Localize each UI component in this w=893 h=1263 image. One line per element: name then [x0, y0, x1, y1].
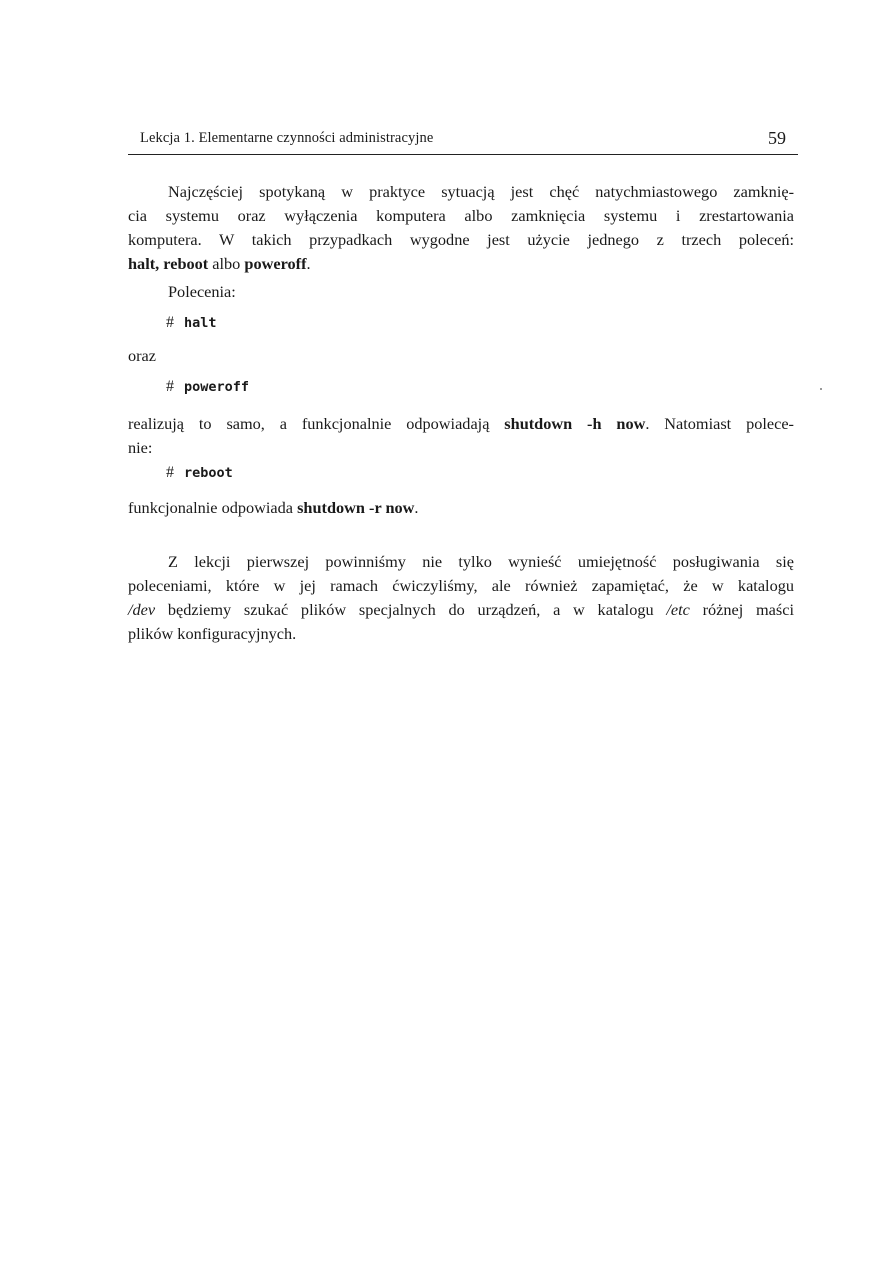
cmd-reboot-bold: reboot	[163, 254, 209, 273]
shutdown-r-now: shutdown -r now	[297, 498, 415, 517]
period: .	[306, 254, 311, 273]
prompt-symbol: #	[166, 314, 174, 331]
paragraph-text: . Natomiast polece-	[645, 414, 794, 433]
paragraph-line	[128, 598, 794, 622]
command-halt	[166, 314, 217, 332]
paragraph-text: różnej maści	[689, 600, 794, 619]
separator: ,	[155, 254, 164, 273]
paragraph-line: cia systemu oraz wyłączenia komputera albo zamknięcia systemu i zrestartowania	[128, 206, 794, 225]
cmd-halt-bold: halt	[128, 254, 156, 273]
page-header	[128, 128, 798, 155]
command-poweroff-text: poweroff	[184, 379, 250, 395]
shutdown-h-now: shutdown -h now	[504, 414, 646, 433]
polecenia-label: Polecenia:	[168, 282, 236, 301]
command-reboot	[166, 464, 233, 482]
summary-paragraph	[128, 550, 794, 646]
command-halt-text: halt	[184, 315, 217, 331]
reboot-equivalence-line	[128, 498, 419, 518]
margin-mark	[820, 388, 822, 390]
dir-dev: /dev	[128, 600, 156, 619]
running-title: Lekcja 1. Elementarne czynności administracyjne	[140, 130, 434, 146]
paragraph-line: nie:	[128, 438, 153, 457]
prompt-symbol: #	[166, 378, 174, 395]
cmd-poweroff-bold: poweroff	[244, 254, 307, 273]
dir-etc: /etc	[666, 600, 690, 619]
paragraph-line: plików konfiguracyjnych.	[128, 624, 297, 643]
paragraph-text: będziemy szukać plików specjalnych do urządzeń, a w katalogu	[155, 600, 667, 619]
paragraph-line-commands	[128, 252, 794, 276]
paragraph-line: komputera. W takich przypadkach wygodne jest użycie jednego z trzech poleceń:	[128, 230, 794, 249]
intro-paragraph	[128, 180, 794, 276]
paragraph-line: Z lekcji pierwszej powinniśmy nie tylko wynieść umiejętność posługiwania się	[168, 552, 794, 571]
prompt-symbol: #	[166, 464, 174, 481]
oraz-label: oraz	[128, 346, 157, 365]
paragraph-line: Najczęściej spotykaną w praktyce sytuacją jest chęć natychmiastowego zamknię-	[168, 182, 794, 201]
paragraph-text: funkcjonalnie odpowiada	[128, 498, 298, 517]
command-reboot-text: reboot	[184, 465, 233, 481]
paragraph-line: poleceniami, które w jej ramach ćwiczyliśmy, ale również zapamiętać, że w katalogu	[128, 576, 794, 595]
command-poweroff	[166, 378, 249, 396]
page-number: 59	[768, 128, 786, 148]
connector-text: albo	[208, 254, 245, 273]
paragraph-text: realizują to samo, a funkcjonalnie odpowiadają	[128, 414, 505, 433]
equivalence-paragraph	[128, 412, 794, 460]
period: .	[414, 498, 419, 517]
paragraph-line	[128, 412, 794, 436]
